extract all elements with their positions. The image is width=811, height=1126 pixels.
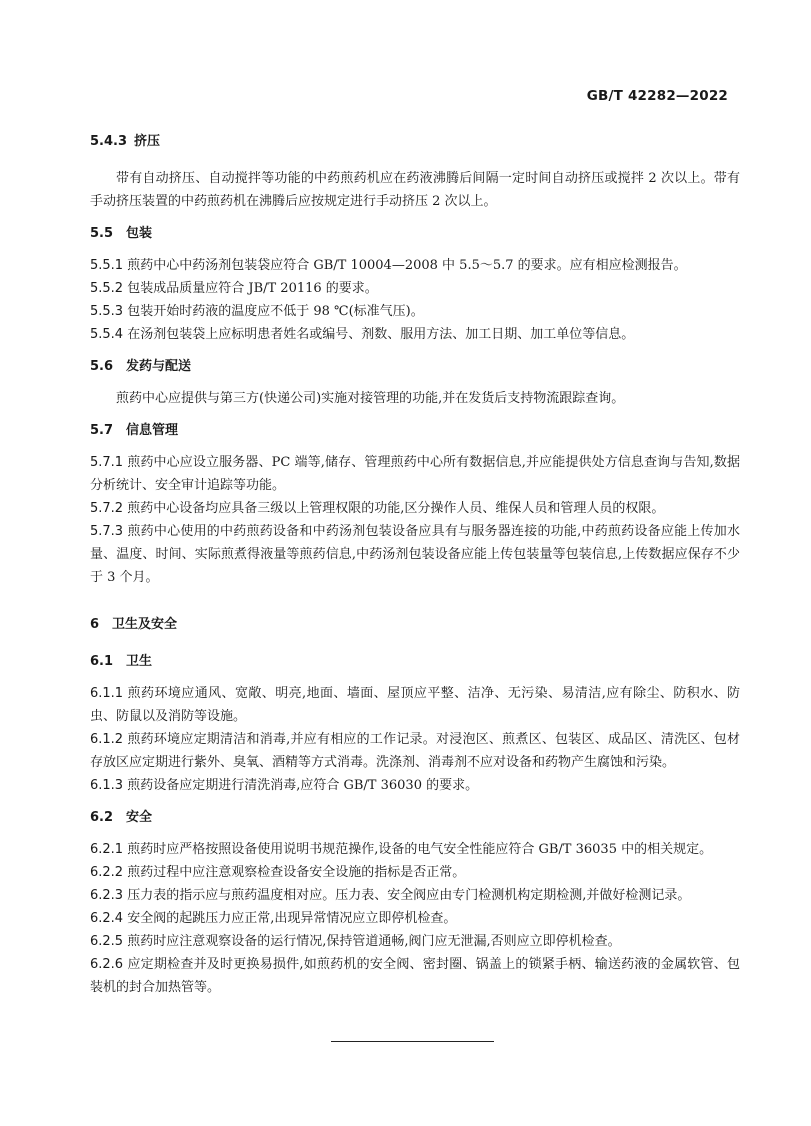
clause-5-5-2: 5.5.2 包装成品质量应符合 JB/T 20116 的要求。 xyxy=(90,281,378,296)
clause-6-2-2: 6.2.2 煎药过程中应注意观察检查设备安全设施的指标是否正常。 xyxy=(90,865,466,880)
clause-5-7-3: 5.7.3 煎药中心使用的中药煎药设备和中药汤剂包装设备应具有与服务器连接的功能,中药煎药设备应能上传加水量、温度、时间、实际煎煮得液量等煎药信息,中药汤剂包装设备应能上传包装量等包装信息,上传数据应保存不少于 3 个月。 xyxy=(90,524,740,585)
paragraph-5-4-3: 带有自动挤压、自动搅拌等功能的中药煎药机应在药液沸腾后间隔一定时间自动挤压或搅拌 2 次以上。带有手动挤压装置的中药煎药机在沸腾后应按规定进行手动挤压 2 次以上。 xyxy=(90,171,740,209)
heading-6-2: 6.2 安全 xyxy=(90,810,153,825)
clause-6-1-3: 6.1.3 煎药设备应定期进行清洗消毒,应符合 GB/T 36030 的要求。 xyxy=(90,778,479,793)
clause-6-2-4: 6.2.4 安全阀的起跳压力应正常,出现异常情况应立即停机检查。 xyxy=(90,911,457,926)
clause-6-2-5: 6.2.5 煎药时应注意观察设备的运行情况,保持管道通畅,阀门应无泄漏,否则应立即停机检查。 xyxy=(90,934,621,949)
clause-5-5-3: 5.5.3 包装开始时药液的温度应不低于 98 ℃(标准气压)。 xyxy=(90,304,424,319)
heading-6-1: 6.1 卫生 xyxy=(90,654,153,669)
heading-5-7: 5.7 信息管理 xyxy=(90,423,179,438)
heading-5-5: 5.5 包装 xyxy=(90,226,153,241)
clause-6-2-3: 6.2.3 压力表的指示应与煎药温度相对应。压力表、安全阀应由专门检测机构定期检测,并做好检测记录。 xyxy=(90,888,691,903)
clause-6-2-1: 6.2.1 煎药时应严格按照设备使用说明书规范操作,设备的电气安全性能应符合 GB/T 36035 中的相关规定。 xyxy=(90,842,713,857)
heading-6: 6 卫生及安全 xyxy=(90,617,178,632)
document-code: GB/T 42282—2022 xyxy=(586,88,728,104)
end-rule xyxy=(331,1041,494,1042)
clause-6-1-2: 6.1.2 煎药环境应定期清洁和消毒,并应有相应的工作记录。对浸泡区、煎煮区、包装区、成品区、清洗区、包材存放区应定期进行紫外、臭氧、酒精等方式消毒。洗涤剂、消毒剂不应对设备和药物产生腐蚀和污染。 xyxy=(90,732,740,770)
paragraph-5-6: 煎药中心应提供与第三方(快递公司)实施对接管理的功能,并在发货后支持物流跟踪查询。 xyxy=(116,391,625,406)
document-body xyxy=(90,130,740,999)
heading-5-4-3: 5.4.3 挤压 xyxy=(90,134,161,149)
clause-5-7-1: 5.7.1 煎药中心应设立服务器、PC 端等,储存、管理煎药中心所有数据信息,并应能提供处方信息查询与告知,数据分析统计、安全审计追踪等功能。 xyxy=(90,455,740,493)
clause-5-7-2: 5.7.2 煎药中心设备均应具备三级以上管理权限的功能,区分操作人员、维保人员和管理人员的权限。 xyxy=(90,501,665,516)
clause-5-5-4: 5.5.4 在汤剂包装袋上应标明患者姓名或编号、剂数、服用方法、加工日期、加工单位等信息。 xyxy=(90,327,635,342)
clause-5-5-1: 5.5.1 煎药中心中药汤剂包装袋应符合 GB/T 10004—2008 中 5.5～5.7 的要求。应有相应检测报告。 xyxy=(90,258,687,273)
clause-6-2-6: 6.2.6 应定期检查并及时更换易损件,如煎药机的安全阀、密封圈、锅盖上的锁紧手柄、输送药液的金属软管、包装机的封合加热管等。 xyxy=(90,957,740,995)
clause-6-1-1: 6.1.1 煎药环境应通风、宽敞、明亮,地面、墙面、屋顶应平整、洁净、无污染、易清洁,应有除尘、防积水、防虫、防鼠以及消防等设施。 xyxy=(90,686,741,724)
heading-5-6: 5.6 发药与配送 xyxy=(90,359,192,374)
